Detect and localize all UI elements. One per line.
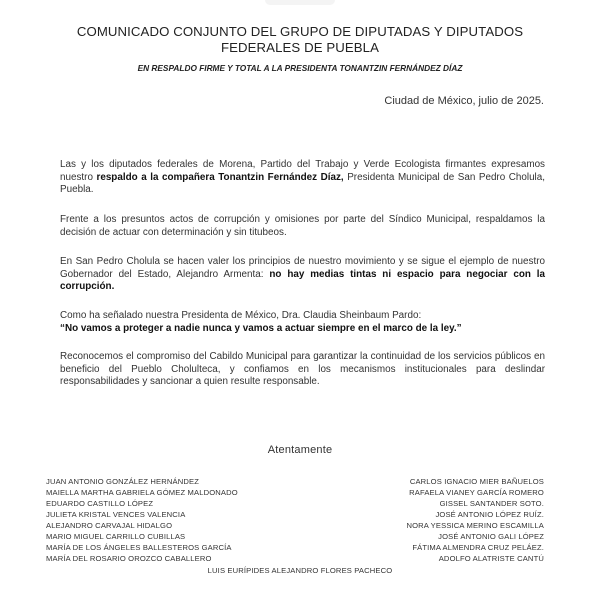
paragraph-1: [60, 159, 545, 197]
signatory-name: RAFAELA VIANEY GARCÍA ROMERO: [409, 488, 544, 497]
signatory-name: EDUARDO CASTILLO LÓPEZ: [46, 499, 154, 508]
signatory-name: MARIO MIGUEL CARRILLO CUBILLAS: [46, 532, 186, 541]
document-subtitle: EN RESPALDO FIRME Y TOTAL A LA PRESIDENTA TONANTZIN FERNÁNDEZ DÍAZ: [137, 63, 463, 73]
signatory-name: JULIETA KRISTAL VENCES VALENCIA: [46, 510, 186, 519]
title-line-1: COMUNICADO CONJUNTO DEL GRUPO DE DIPUTADAS Y DIPUTADOS: [76, 24, 524, 39]
document-date: Ciudad de México, julio de 2025.: [384, 95, 544, 107]
paragraph-3: [60, 256, 545, 294]
paragraph-4-text: Como ha señalado nuestra Presidenta de México, Dra. Claudia Sheinbaum Pardo:: [60, 310, 422, 321]
signatory-name: MARÍA DE LOS ÁNGELES BALLESTEROS GARCÍA: [46, 543, 232, 552]
closing-atentamente: Atentamente: [267, 444, 333, 456]
signatory-name: NORA YESSICA MERINO ESCAMILLA: [406, 521, 544, 530]
signatory-name: GISSEL SANTANDER SOTO.: [439, 499, 544, 508]
signatories-left-column: [46, 476, 238, 564]
paragraph-3-bold: no hay medias tintas ni espacio para negociar con la corrupción.: [60, 268, 545, 292]
paragraph-4-quote: “No vamos a proteger a nadie nunca y vamos a actuar siempre en el marco de la ley.”: [60, 322, 462, 334]
title-line-2: FEDERALES DE PUEBLA: [220, 40, 379, 55]
paragraph-1-text-a: Las y los diputados federales de Morena, Partido del Trabajo y Verde Ecologista firmantes expresamos nuestro: [60, 159, 545, 183]
paragraph-4: [60, 310, 545, 335]
paragraph-3-text: En San Pedro Cholula se hacen valer los principios de nuestro movimiento y se sigue el ejemplo de nuestro Gobernador del Estado, Alejandro Armenta:: [60, 256, 545, 280]
signatories-right-column: [406, 476, 544, 564]
signatory-name: MARÍA DEL ROSARIO OROZCO CABALLERO: [46, 554, 212, 563]
signatory-name: FÁTIMA ALMENDRA CRUZ PELÁEZ.: [412, 543, 544, 552]
paragraph-5: Reconocemos el compromiso del Cabildo Municipal para garantizar la continuidad de los servicios públicos en beneficio del Pueblo Cholulteca, y confiamos en los mecanismos institucionales para deslindar responsabilidades y sancionar a quien resulte responsable.: [60, 351, 545, 387]
signatory-name: ALEJANDRO CARVAJAL HIDALGO: [46, 521, 173, 530]
signatory-name: JUAN ANTONIO GONZÁLEZ HERNÁNDEZ: [46, 477, 200, 486]
signatory-name: JOSÉ ANTONIO GALI LÓPEZ: [438, 532, 544, 541]
signatory-name: JOSÉ ANTONIO LÓPEZ RUÍZ.: [435, 510, 544, 519]
paragraph-1-bold: respaldo a la compañera Tonantzin Fernández Díaz,: [96, 171, 344, 183]
paragraph-1-text-c: Presidenta Municipal de San Pedro Cholula, Puebla.: [60, 171, 545, 195]
signatory-name: ADOLFO ALATRISTE CANTÚ: [438, 554, 544, 563]
signatory-name: MAIELLA MARTHA GABRIELA GÓMEZ MALDONADO: [46, 488, 238, 497]
document-title: [40, 24, 560, 56]
signatory-center: LUIS EURÍPIDES ALEJANDRO FLORES PACHECO: [207, 566, 393, 575]
signatory-name: CARLOS IGNACIO MIER BAÑUELOS: [409, 477, 544, 486]
paragraph-2: Frente a los presuntos actos de corrupción y omisiones por parte del Síndico Municipal, respaldamos la decisión de actuar con determinación y sin titubeos.: [60, 214, 545, 238]
